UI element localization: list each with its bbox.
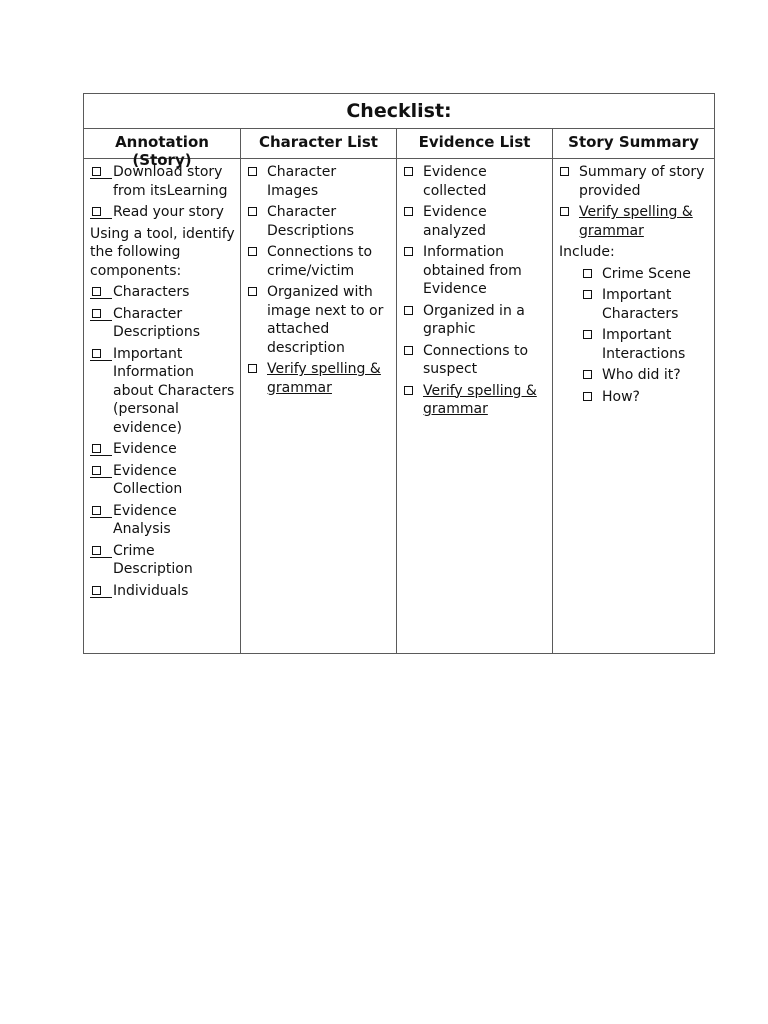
checklist-item[interactable] (90, 542, 235, 579)
checklist-item[interactable] (90, 582, 235, 601)
checklist-item[interactable] (403, 382, 547, 419)
header-row (84, 129, 714, 169)
checkbox-icon[interactable] (404, 207, 413, 216)
checkbox-icon[interactable] (560, 167, 569, 176)
item-label: Evidence collected (423, 164, 487, 199)
item-label: Summary of story provided (579, 164, 705, 199)
checkbox-icon[interactable] (248, 364, 257, 373)
checklist-item[interactable] (403, 342, 547, 379)
checkbox-icon[interactable] (90, 542, 112, 558)
checklist-item[interactable] (559, 265, 709, 284)
header-story-summary: Story Summary (568, 133, 699, 151)
item-label: Read your story (113, 204, 224, 220)
checkbox-icon[interactable] (90, 345, 112, 361)
header-evidence-list: Evidence List (397, 129, 553, 158)
item-label: Information obtained from Evidence (423, 244, 522, 297)
item-label: Verify spelling & grammar (579, 204, 693, 239)
checklist-item[interactable] (247, 283, 391, 357)
checklist-item[interactable] (559, 163, 709, 200)
character-list-column (241, 159, 397, 653)
checkbox-icon[interactable] (248, 247, 257, 256)
checklist-item[interactable] (559, 366, 709, 385)
item-label: Crime Description (113, 542, 193, 577)
checklist-item[interactable] (90, 440, 235, 459)
instruction-text: Using a tool, identify the following components: (90, 225, 235, 279)
checklist-item[interactable] (559, 286, 709, 323)
item-label: Characters (113, 284, 190, 300)
checklist-item[interactable] (90, 283, 235, 302)
item-label: Connections to crime/victim (267, 244, 373, 279)
checkbox-icon[interactable] (404, 167, 413, 176)
checklist-item[interactable] (90, 203, 235, 222)
checklist-item[interactable] (90, 163, 235, 200)
item-label: Important Interactions (602, 327, 686, 362)
checklist-item[interactable] (403, 302, 547, 339)
checkbox-icon[interactable] (583, 269, 592, 278)
checklist-item[interactable] (559, 388, 709, 407)
checklist-item[interactable] (90, 305, 235, 342)
checkbox-icon[interactable] (90, 283, 112, 299)
checklist-item[interactable] (559, 326, 709, 363)
item-label: Connections to suspect (423, 342, 529, 377)
checkbox-icon[interactable] (90, 582, 112, 598)
item-label: Evidence Collection (113, 462, 183, 497)
body-row (84, 159, 714, 653)
item-label: Evidence (113, 441, 177, 457)
checkbox-icon[interactable] (90, 163, 112, 179)
checkbox-icon[interactable] (90, 462, 112, 478)
item-label: Character Descriptions (267, 204, 355, 239)
header-character-list: Character List (241, 129, 397, 158)
checkbox-icon[interactable] (404, 346, 413, 355)
item-label: Verify spelling & grammar (423, 382, 537, 417)
checklist-item[interactable] (247, 163, 391, 200)
checklist-item[interactable] (247, 360, 391, 397)
item-label: Organized with image next to or attached description (267, 284, 384, 356)
checkbox-icon[interactable] (404, 386, 413, 395)
item-label: How? (602, 388, 640, 405)
checklist-title: Checklist: (84, 94, 714, 129)
checkbox-icon[interactable] (248, 207, 257, 216)
checklist-item[interactable] (403, 203, 547, 240)
checkbox-icon[interactable] (560, 207, 569, 216)
checkbox-icon[interactable] (90, 502, 112, 518)
checkbox-icon[interactable] (583, 290, 592, 299)
checkbox-icon[interactable] (583, 330, 592, 339)
checklist-item[interactable] (90, 345, 235, 438)
checklist-item[interactable] (403, 163, 547, 200)
item-label: Verify spelling & grammar (267, 361, 381, 396)
checkbox-icon[interactable] (404, 247, 413, 256)
annotation-column (84, 159, 241, 653)
checklist-table (83, 93, 715, 654)
checkbox-icon[interactable] (90, 203, 112, 219)
checkbox-icon[interactable] (404, 306, 413, 315)
checklist-item[interactable] (559, 203, 709, 240)
item-label: Character Images (267, 164, 337, 199)
include-label: Include: (559, 244, 615, 260)
item-label: Crime Scene (602, 265, 691, 282)
item-label: Evidence analyzed (423, 204, 487, 239)
item-label: Important Information about Characters (personal evidence) (113, 345, 235, 436)
checkbox-icon[interactable] (583, 370, 592, 379)
item-label: Individuals (113, 582, 189, 599)
checkbox-icon[interactable] (90, 305, 112, 321)
item-label: Character Descriptions (113, 305, 201, 340)
item-label: Evidence Analysis (113, 502, 177, 537)
item-label: Download story from itsLearning (113, 164, 228, 199)
header-annotation: Annotation (Story) (84, 129, 241, 158)
checkbox-icon[interactable] (90, 440, 112, 456)
checklist-item[interactable] (90, 502, 235, 539)
checkbox-icon[interactable] (248, 287, 257, 296)
checklist-item[interactable] (90, 462, 235, 499)
checklist-item[interactable] (247, 243, 391, 280)
item-label: Who did it? (602, 367, 681, 383)
story-summary-column (553, 159, 714, 653)
item-label: Organized in a graphic (423, 302, 525, 337)
checklist-item[interactable] (403, 243, 547, 299)
checkbox-icon[interactable] (248, 167, 257, 176)
checklist-item[interactable] (247, 203, 391, 240)
item-label: Important Characters (602, 287, 679, 322)
evidence-list-column (397, 159, 553, 653)
checkbox-icon[interactable] (583, 392, 592, 401)
